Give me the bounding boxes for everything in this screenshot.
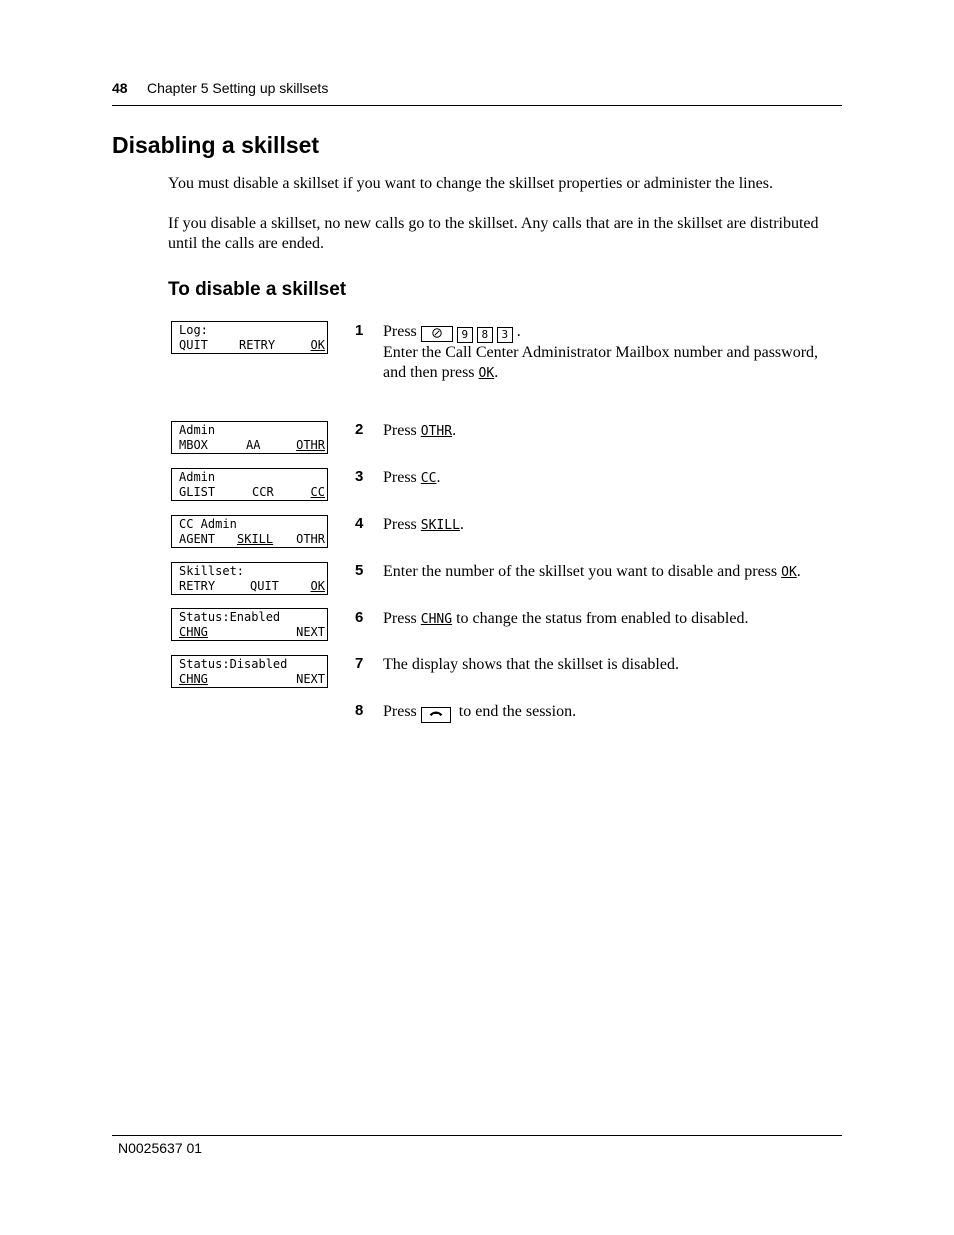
document-number: N0025637 01 <box>118 1140 203 1156</box>
lcd-display-status-disabled <box>171 655 328 688</box>
softkey-chng: CHNG <box>179 672 208 686</box>
softkey-aa: AA <box>246 438 261 452</box>
softkey-cc: CC <box>310 485 325 499</box>
step-instruction: and then press <box>383 364 475 381</box>
softkey-next: NEXT <box>296 625 325 639</box>
softkey-mbox: MBOX <box>179 438 208 452</box>
softkey-reference: CHNG <box>420 612 453 627</box>
lcd-line: Status:Enabled <box>179 610 281 624</box>
procedure-title: To disable a skillset <box>168 279 347 300</box>
page-header <box>112 80 842 106</box>
step-instruction: Enter the Call Center Administrator Mailbox number and password, <box>383 344 819 361</box>
softkey-reference: OK <box>478 366 495 381</box>
softkey-ok: OK <box>310 579 325 593</box>
punctuation: . <box>436 469 441 486</box>
step-verb: Press <box>383 469 417 486</box>
softkey-othr: OTHR <box>296 532 325 546</box>
punctuation: . <box>494 364 499 381</box>
lcd-display-status-enabled <box>171 608 328 641</box>
step-verb: Press <box>383 323 417 340</box>
step-number: 1 <box>355 322 364 339</box>
softkey-reference: OK <box>781 565 797 580</box>
softkey-quit: QUIT <box>179 338 208 352</box>
release-key-icon <box>421 707 451 723</box>
step-instruction: The display shows that the skillset is disabled. <box>383 656 679 673</box>
lcd-display-cc-admin <box>171 515 328 548</box>
lcd-display-log <box>171 321 328 354</box>
lcd-display-skillset <box>171 562 328 595</box>
softkey-retry: RETRY <box>179 579 216 593</box>
lcd-line: Status:Disabled <box>179 657 288 671</box>
softkey-ccr: CCR <box>252 485 274 499</box>
softkey-next: NEXT <box>296 672 325 686</box>
step-number: 2 <box>355 421 364 438</box>
lcd-line: Admin <box>179 470 216 484</box>
lcd-display-admin <box>171 421 328 454</box>
softkey-agent: AGENT <box>179 532 216 546</box>
softkey-reference: OTHR <box>420 424 453 439</box>
step-text <box>383 468 838 489</box>
punctuation: . <box>452 422 457 439</box>
punctuation: . <box>796 563 801 580</box>
step-instruction: to change the status from enabled to disabled. <box>456 610 749 627</box>
step-verb: Press <box>383 610 417 627</box>
page-footer <box>112 1135 842 1156</box>
step-text <box>383 609 838 630</box>
softkey-skill: SKILL <box>237 532 274 546</box>
lcd-line: Skillset: <box>179 564 245 578</box>
feature-key-icon <box>421 326 453 342</box>
detail-paragraph: If you disable a skillset, no new calls go to the skillset. Any calls that are in the skillset are distributed until the calls are ended. <box>168 215 819 252</box>
softkey-othr: OTHR <box>296 438 325 452</box>
step-number: 7 <box>355 655 364 672</box>
step-text <box>383 322 838 384</box>
lcd-display-admin-cc <box>171 468 328 501</box>
step-verb: Press <box>383 703 417 720</box>
softkey-quit: QUIT <box>250 579 279 593</box>
lcd-line: CC Admin <box>179 517 237 531</box>
section-title: Disabling a skillset <box>112 132 320 158</box>
intro-paragraph: You must disable a skillset if you want to change the skillset properties or administer the lines. <box>168 175 773 192</box>
punctuation: . <box>459 516 464 533</box>
softkey-glist: GLIST <box>179 485 216 499</box>
softkey-reference: SKILL <box>420 518 460 533</box>
step-verb: Press <box>383 516 417 533</box>
step-number: 5 <box>355 562 364 579</box>
softkey-chng: CHNG <box>179 625 208 639</box>
softkey-reference: CC <box>420 471 437 486</box>
lcd-line: Log: <box>179 323 208 337</box>
step-verb: Press <box>383 422 417 439</box>
page-number: 48 <box>112 80 128 96</box>
step-instruction: to end the session. <box>458 703 577 720</box>
step-text <box>383 655 838 675</box>
step-number: 6 <box>355 609 364 626</box>
softkey-retry: RETRY <box>239 338 276 352</box>
punctuation: . <box>516 323 521 340</box>
keypad-key: 9 <box>457 327 473 343</box>
lcd-line: Admin <box>179 423 216 437</box>
chapter-title: Chapter 5 Setting up skillsets <box>147 80 329 96</box>
step-number: 4 <box>355 515 364 532</box>
keypad-key: 3 <box>497 327 513 343</box>
keypad-key: 8 <box>477 327 493 343</box>
step-number: 3 <box>355 468 364 485</box>
step-number: 8 <box>355 702 364 719</box>
softkey-ok: OK <box>310 338 325 352</box>
step-text <box>383 421 838 442</box>
step-text <box>383 702 838 723</box>
step-instruction: Enter the number of the skillset you want to disable and press <box>383 563 778 580</box>
step-text <box>383 562 853 583</box>
step-text <box>383 515 838 536</box>
